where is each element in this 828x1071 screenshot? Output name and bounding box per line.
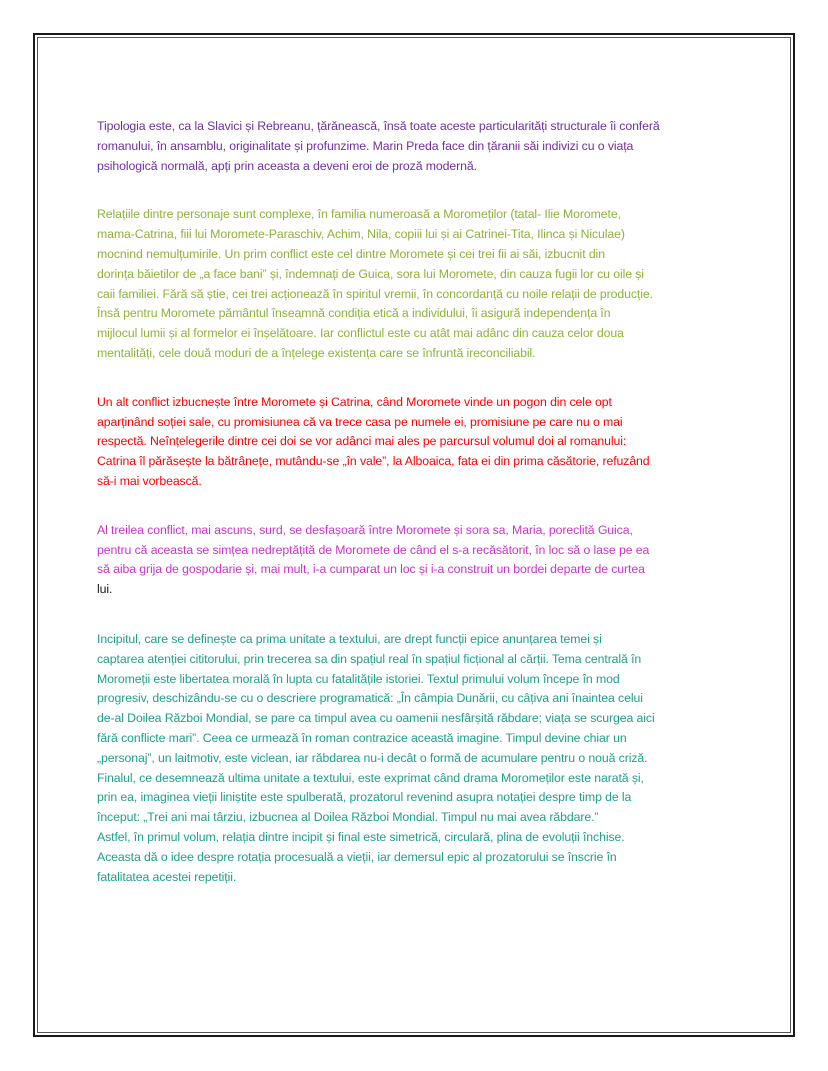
text-line: prin ea, imaginea vieții liniștite este spulberată, prozatorul revenind asupra notației despre timp de la: [97, 790, 632, 805]
text-line: să-i mai vorbească.: [97, 473, 202, 488]
text-line: „personaj”, un laitmotiv, este viclean, iar răbdarea nu-i decât o formă de acumulare pentru o nouă criză.: [97, 750, 648, 765]
text-line: Aceasta dă o idee despre rotația procesuală a vieții, iar demersul epic al prozatorului se înscrie în: [97, 849, 617, 864]
text-line: Moromeții este libertatea morală în lupta cu fatalitățile istoriei. Textul primului volum începe în mod: [97, 671, 620, 686]
paragraph-relations: [97, 205, 737, 363]
paragraph-conflict-catrina: [97, 393, 737, 492]
text-line: aparținând soției sale, cu promisiunea că va trece casa pe numele ei, promisiune pe care nu o mai: [97, 414, 623, 429]
text-line: Incipitul, care se definește ca prima unitate a textului, are drept funcții epice anunțarea temei și: [97, 631, 602, 646]
text-line: Astfel, în primul volum, relația dintre incipit și final este simetrică, circulară, plina de evoluții închise.: [97, 829, 625, 844]
text-line-trailing: lui.: [97, 582, 113, 597]
text-line: Relațiile dintre personaje sunt complexe, în familia numeroasă a Moromeților (tatal- Ilie Moromete,: [97, 207, 621, 222]
text-line: de-al Doilea Război Mondial, se pare ca timpul avea cu oamenii nesfârșită răbdare; viața se scurgea aici: [97, 711, 655, 726]
text-line: Finalul, ce desemnează ultima unitate a textului, este exprimat când drama Moromeților este narată și,: [97, 770, 644, 785]
paragraph-conflict-guica: [97, 521, 737, 600]
text-line: dorința băietilor de „a face bani” și, îndemnați de Guica, sora lui Moromete, din cauza fugii lor cu oile și: [97, 266, 644, 281]
text-line: mama-Catrina, fiii lui Moromete-Paraschiv, Achim, Nila, copiii lui și ai Catrinei-Tita, Ilinca și Niculae): [97, 227, 625, 242]
text-line: mocnind nemulțumirile. Un prim conflict este cel dintre Moromete și cei trei fii ai săi, izbucnit din: [97, 246, 605, 261]
text-line: Catrina îl părăsește la bătrânețe, mutându-se „în vale”, la Alboaica, fata ei din prima căsătorie, refuzând: [97, 454, 650, 469]
text-line: pentru că aceasta se simțea nedreptățită de Moromete de când el s-a recăsătorit, în loc să o lase pe ea: [97, 542, 650, 557]
text-line: să aiba grija de gospodarie și, mai mult, i-a cumparat un loc și i-a construit un bordei departe de curtea: [97, 562, 645, 577]
text-line: psihologică normală, apți prin aceasta a deveni eroi de proză modernă.: [97, 158, 477, 173]
text-line: captarea atenției cititorului, prin trecerea sa din spațiul real în spațiul ficțional al cărții. Tema centrală în: [97, 651, 642, 666]
text-line: progresiv, deschizându-se cu o descriere programatică: „În câmpia Dunării, cu câțiva ani înaintea celui: [97, 691, 643, 706]
text-line: fatalitatea acestei repetiții.: [97, 869, 237, 884]
text-line: Al treilea conflict, mai ascuns, surd, se desfașoară între Moromete și sora sa, Maria, poreclită Guica,: [97, 522, 633, 537]
text-line: Un alt conflict izbucnește între Moromete și Catrina, când Moromete vinde un pogon din cele opt: [97, 394, 612, 409]
document-body: [97, 117, 737, 887]
text-line: respectă. Neînțelegerile dintre cei doi se vor adânci mai ales pe parcursul volumul doi al romanului:: [97, 434, 627, 449]
paragraph-incipit-final: [97, 630, 737, 887]
paragraph-typology: [97, 117, 737, 176]
text-line: mijlocul lumii și al formelor ei înșelătoare. Iar conflictul este cu atât mai adânc din cauza celor doua: [97, 326, 624, 341]
text-line: fără conflicte mari”. Ceea ce urmează în roman contrazice această imagine. Timpul devine chiar un: [97, 730, 627, 745]
text-line: Tipologia este, ca la Slavici și Rebreanu, țărănească, însă toate aceste particularități structurale îi conferă: [97, 119, 660, 133]
text-line: romanului, în ansamblu, originalitate și profunzime. Marin Preda face din țăranii săi indivizi cu o viața: [97, 138, 634, 153]
text-line: caii familiei. Fără să știe, cei trei acționează în spiritul vremii, în concordanță cu noile relații de producție.: [97, 286, 653, 301]
text-line: început: „Trei ani mai târziu, izbucnea al Doilea Război Mondial. Timpul nu mai avea răbdare.”: [97, 810, 599, 825]
text-line: mentalități, cele două moduri de a înțelege existența care se înfruntă ireconciliabil.: [97, 345, 536, 360]
text-line: Însă pentru Moromete pământul înseamnă condiția etică a individului, îi asigură independența în: [97, 306, 611, 321]
